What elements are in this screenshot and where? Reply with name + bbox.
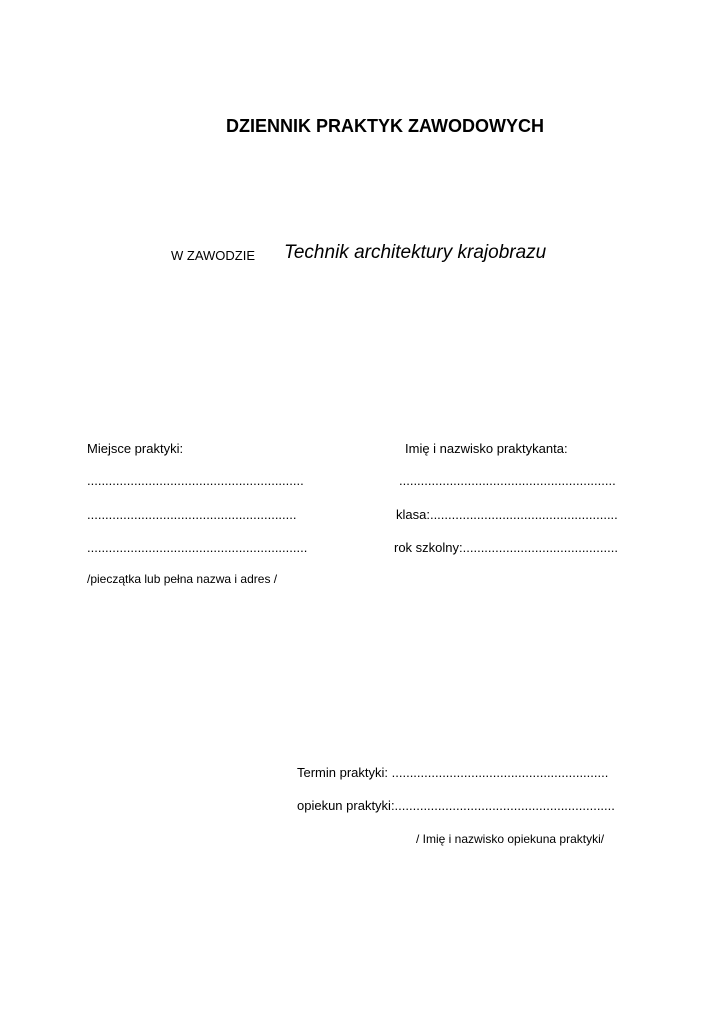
stamp-note: /pieczątka lub pełna nazwa i adres /: [87, 572, 278, 586]
supervisor-line: opiekun praktyki:.............................................................: [297, 798, 615, 813]
place-line-3: .............................................................: [87, 540, 308, 555]
place-line-1: ............................................................: [87, 473, 304, 488]
intern-name-label: Imię i nazwisko praktykanta:: [405, 441, 568, 456]
place-label: Miejsce praktyki:: [87, 441, 184, 456]
term-line: Termin praktyki: ............................................................: [297, 765, 609, 780]
profession-label: W ZAWODZIE: [171, 248, 256, 263]
profession-value: Technik architektury krajobrazu: [284, 242, 547, 263]
intern-name-line: ............................................................: [399, 473, 616, 488]
class-line: klasa:....................................................: [396, 507, 618, 522]
document-title: DZIENNIK PRAKTYK ZAWODOWYCH: [226, 116, 544, 136]
school-year-line: rok szkolny:...........................................: [394, 540, 618, 555]
place-line-2: ..........................................................: [87, 507, 297, 522]
supervisor-note: / Imię i nazwisko opiekuna praktyki/: [416, 832, 605, 846]
